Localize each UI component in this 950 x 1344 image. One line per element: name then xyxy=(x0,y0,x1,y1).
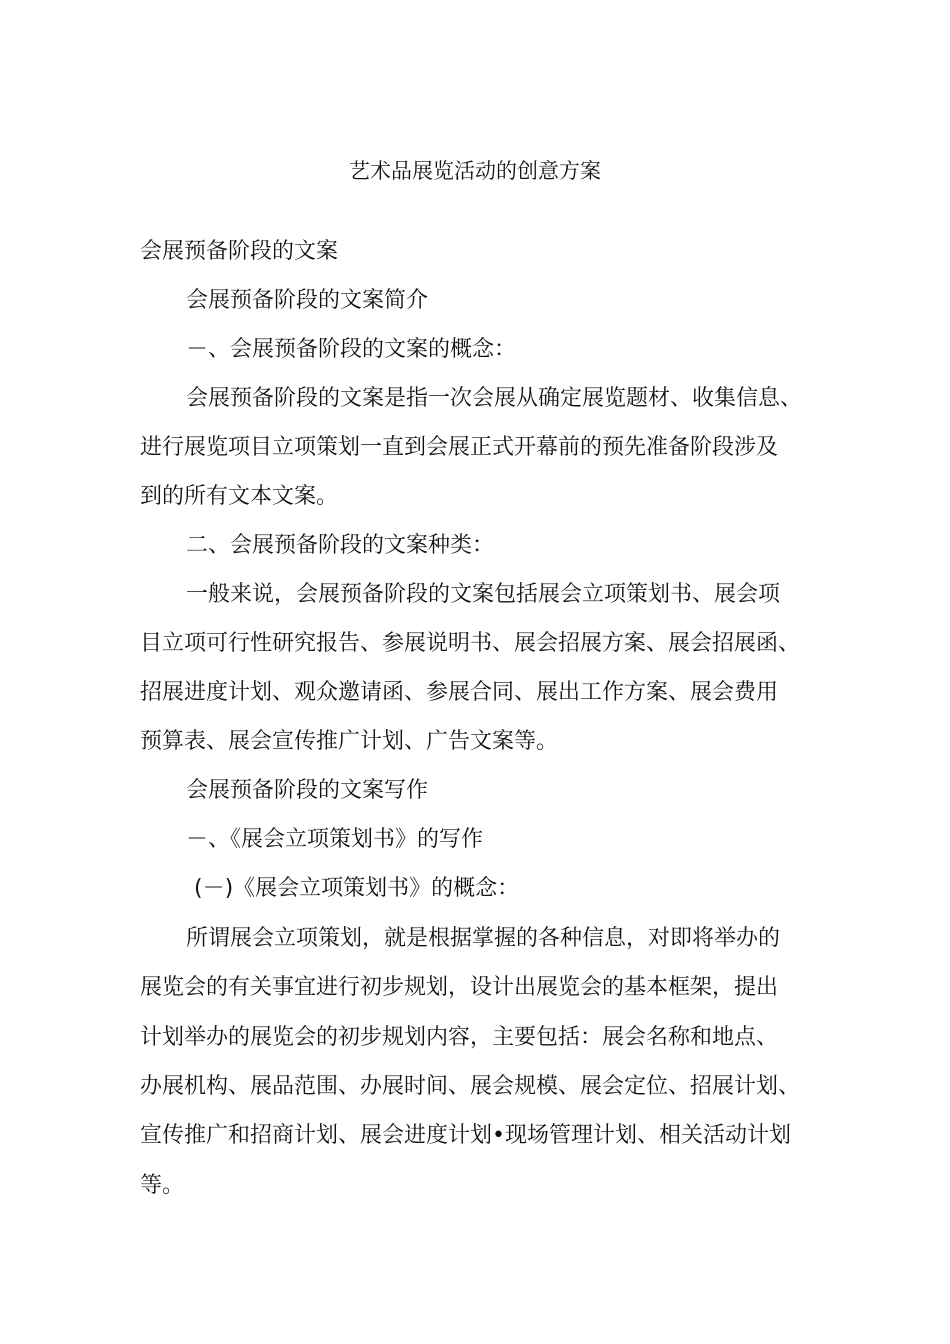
paragraph-line: 所谓展会立项策划，就是根据掌握的各种信息，对即将举办的 xyxy=(186,926,781,951)
paragraph-line: 宣传推广和招商计划、展会进度计划•现场管理计划、相关活动计划 xyxy=(140,1123,791,1148)
item-heading: 二、会展预备阶段的文案种类： xyxy=(186,533,495,558)
paragraph-line: 办展机构、展品范围、办展时间、展会规模、展会定位、招展计划、 xyxy=(140,1074,801,1099)
item-heading: －、《展会立项策划书》的写作 xyxy=(186,827,484,852)
item-heading: (－)《展会立项策划书》的概念： xyxy=(194,876,520,901)
paragraph-line: 等。 xyxy=(140,1173,185,1198)
paragraph-line: 到的所有文本文案。 xyxy=(140,484,339,509)
paragraph-line: 会展预备阶段的文案是指一次会展从确定展览题材、收集信息、 xyxy=(186,386,803,411)
paragraph-line: 展览会的有关事宜进行初步规划，设计出展览会的基本框架，提出 xyxy=(140,975,779,1000)
paragraph-line: 招展进度计划、观众邀请函、参展合同、展出工作方案、展会费用 xyxy=(140,680,779,705)
subsection-heading: 会展预备阶段的文案简介 xyxy=(186,288,429,313)
paragraph-line: 预算表、展会宣传推广计划、广告文案等。 xyxy=(140,729,559,754)
paragraph-line: 进行展览项目立项策划一直到会展正式开幕前的预先准备阶段涉及 xyxy=(140,435,779,460)
section-heading: 会展预备阶段的文案 xyxy=(140,239,339,264)
document-title: 艺术品展览活动的创意方案 xyxy=(349,159,601,183)
paragraph-line: 计划举办的展览会的初步规划内容，主要包括：展会名称和地点、 xyxy=(140,1025,779,1050)
item-heading: －、会展预备阶段的文案的概念： xyxy=(186,337,517,362)
paragraph-line: 一般来说，会展预备阶段的文案包括展会立项策划书、展会项 xyxy=(186,582,781,607)
subsection-heading: 会展预备阶段的文案写作 xyxy=(186,778,429,803)
paragraph-line: 目立项可行性研究报告、参展说明书、展会招展方案、展会招展函、 xyxy=(140,631,801,656)
